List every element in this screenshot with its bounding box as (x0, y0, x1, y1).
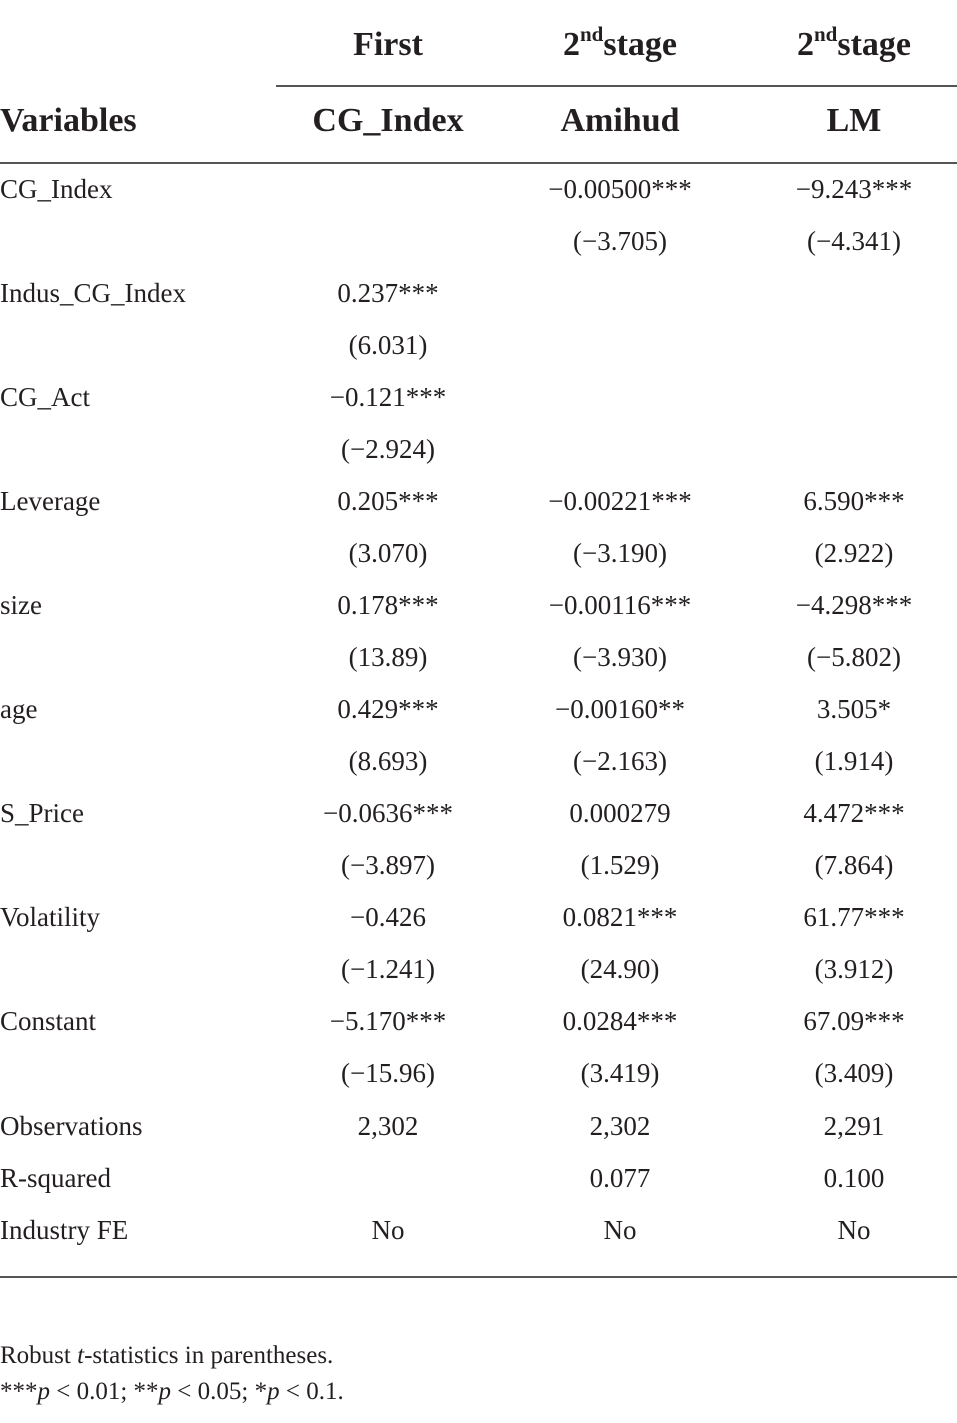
tstat-cell: (−3.190) (573, 538, 667, 568)
column-header-amihud: Amihud (560, 102, 680, 139)
coef-cell: 0.0284*** (562, 1006, 678, 1036)
coef-cell: 0.000279 (569, 798, 671, 828)
column-stage-header-1: First (353, 26, 423, 63)
tstat-cell: (−3.705) (573, 226, 667, 256)
coef-cell: −5.170*** (329, 1006, 447, 1036)
tstat-cell: (−2.163) (573, 746, 667, 776)
tstat-cell: (3.419) (580, 1058, 660, 1088)
coef-cell: −0.426 (350, 902, 426, 932)
stats-cell: No (837, 1215, 871, 1245)
tstat-cell: (7.864) (814, 850, 894, 880)
column-header-cg-index: CG_Index (312, 102, 464, 139)
stats-cell: No (603, 1215, 637, 1245)
coef-cell: −4.298*** (795, 590, 913, 620)
variables-header: Variables (0, 102, 137, 139)
stats-label-r-squared: R-squared (0, 1163, 111, 1193)
tstat-cell: (3.070) (348, 538, 428, 568)
coef-cell: −0.0636*** (323, 798, 453, 828)
tstat-cell: (−1.241) (341, 954, 435, 984)
row-label: size (0, 590, 42, 620)
tstat-cell: (24.90) (580, 954, 660, 984)
row-label: Volatility (0, 902, 101, 932)
coef-cell: −0.121*** (329, 382, 447, 412)
tstat-cell: (−15.96) (341, 1058, 435, 1088)
coef-cell: 3.505* (816, 694, 892, 724)
coef-cell: 0.429*** (337, 694, 439, 724)
stats-label-observations: Observations (0, 1111, 143, 1141)
tstat-cell: (13.89) (348, 642, 428, 672)
column-stage-header-2: 2ndstage (562, 21, 677, 63)
row-label: CG_Act (0, 382, 90, 412)
stats-cell: 2,291 (823, 1111, 885, 1141)
tstat-cell: (−2.924) (341, 434, 435, 464)
coef-cell: 0.178*** (337, 590, 439, 620)
coef-cell: 6.590*** (803, 486, 905, 516)
tstat-cell: (8.693) (348, 746, 428, 776)
stats-cell: 2,302 (357, 1111, 419, 1141)
row-label: Leverage (0, 486, 101, 516)
column-header-lm: LM (826, 102, 882, 139)
coef-cell: −0.00116*** (548, 590, 692, 620)
coef-cell: 0.237*** (337, 278, 439, 308)
row-label: age (0, 694, 38, 724)
stats-cell: 0.077 (589, 1163, 651, 1193)
row-label: S_Price (0, 798, 84, 828)
tstat-cell: (−4.341) (807, 226, 901, 256)
coef-cell: 4.472*** (803, 798, 905, 828)
tstat-cell: (3.409) (814, 1058, 894, 1088)
tstat-cell: (−5.802) (807, 642, 901, 672)
row-label: CG_Index (0, 174, 113, 204)
tstat-cell: (6.031) (348, 330, 428, 360)
footnote-significance: ***p < 0.01; **p < 0.05; *p < 0.1. (0, 1378, 344, 1405)
tstat-cell: (−3.897) (341, 850, 435, 880)
tstat-cell: (1.914) (814, 746, 894, 776)
coef-cell: 0.205*** (337, 486, 439, 516)
tstat-cell: (3.912) (814, 954, 894, 984)
stats-cell: 2,302 (589, 1111, 651, 1141)
tstat-cell: (1.529) (580, 850, 660, 880)
coef-cell: 0.0821*** (562, 902, 678, 932)
coef-cell: −0.00221*** (548, 486, 692, 516)
header-spanner-rule (276, 85, 957, 87)
coef-cell: 61.77*** (803, 902, 905, 932)
column-stage-header-3: 2ndstage (796, 21, 911, 63)
coef-cell: −9.243*** (795, 174, 913, 204)
coef-cell: −0.00500*** (548, 174, 692, 204)
coef-cell: −0.00160** (555, 694, 685, 724)
header-bottom-rule (0, 162, 957, 164)
coef-cell: 67.09*** (803, 1006, 905, 1036)
table-bottom-rule (0, 1276, 957, 1278)
row-label: Constant (0, 1006, 97, 1036)
footnote-robust-tstats: Robust t-statistics in parentheses. (0, 1342, 334, 1369)
stats-cell: 0.100 (823, 1163, 885, 1193)
stats-label-industry-fe: Industry FE (0, 1215, 129, 1245)
row-label: Indus_CG_Index (0, 278, 186, 308)
tstat-cell: (2.922) (814, 538, 894, 568)
tstat-cell: (−3.930) (573, 642, 667, 672)
stats-cell: No (371, 1215, 405, 1245)
